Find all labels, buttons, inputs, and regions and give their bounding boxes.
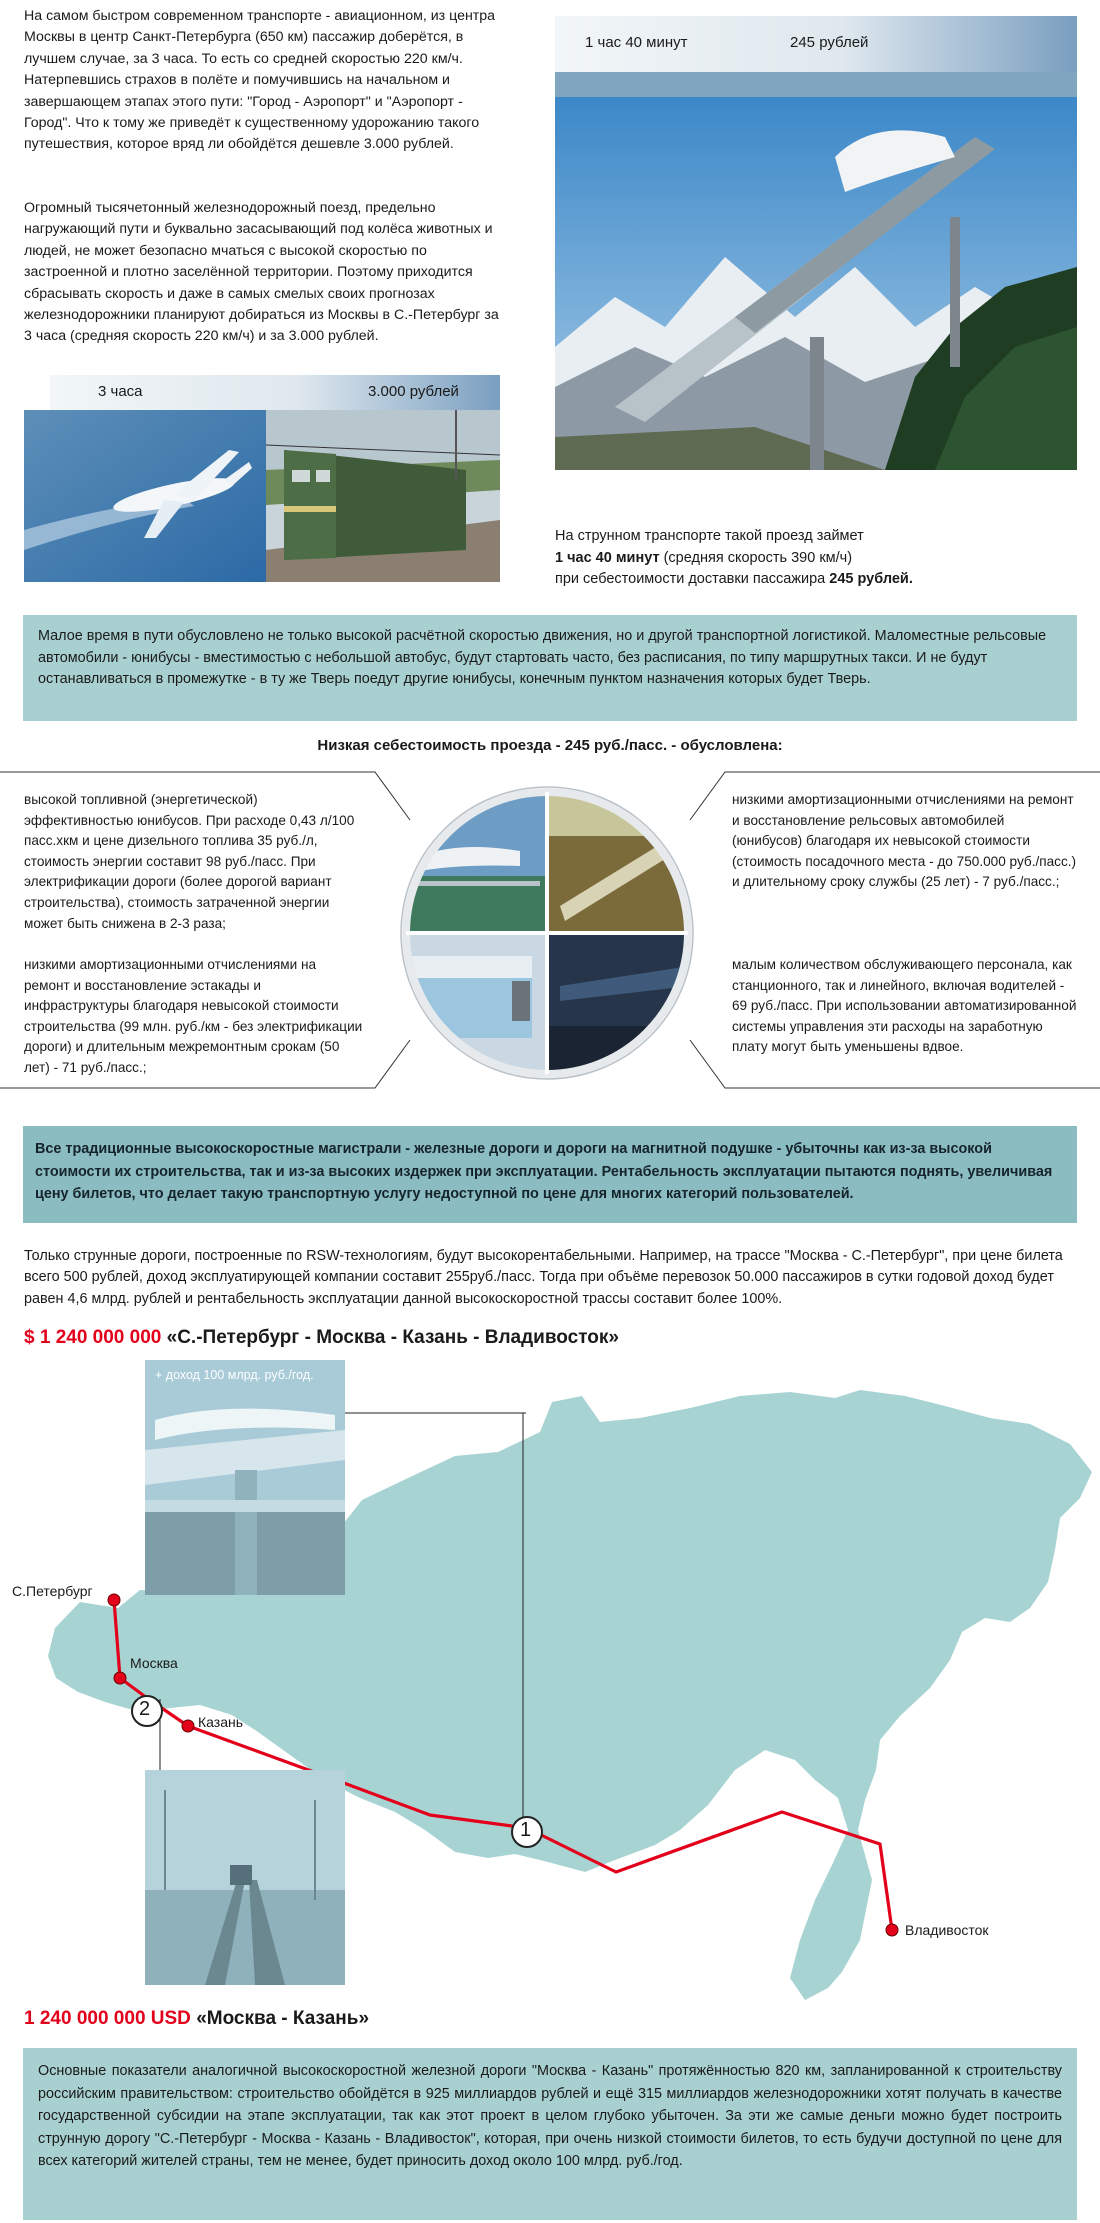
city-label-vladivostok: Владивосток [905,1922,989,1938]
rsw-paragraph: Только струнные дороги, построенные по RSW-технологиям, будут высокорентабельными. Например, на трассе "Москва - С.-Петербург", при цене билета всего 500 рублей, доход эксплуатирующей компании составит 255руб./пасс. Тогда при объёме перевозок 50.000 пассажиров в сутки годовой доход будет равен 4,6 млрд. рублей и рентабельность эксплуатации данной высокоскоростной трассы составит более 100%. [24,1248,1063,1307]
intro-paragraph-1: На самом быстром современном транспорте - авиационном, из центра Москвы в центр Санкт-Петербурга (650 км) пассажир доберётся, в лучшем случае, за 3 часа. То есть со средней скоростью 220 км/ч. Натерпевшись страхов в полёте и помучившись на начальном и завершающем этапах этого пути: "Город - Аэропорт" и "Аэропорт - Город". Что к тому же приведёт к существенному удорожанию такого путешествия, которое вряд ли обойдётся дешевле 3.000 рублей. [24,8,496,153]
route-marker-1-label: 1 [520,1819,532,1841]
route2-amount: 1 240 000 000 USD [24,2008,191,2029]
city-dot-spb [108,1594,120,1606]
cost-reason-staff: малым количеством обслуживающего персонала, как станционного, так и линейного, включая водителей - 69 руб./пасс. При использовании автоматизированной системы управления эти расходы на заработную плату могут быть уменьшены вдвое. [732,957,1077,1055]
city-label-spb: С.Петербург [12,1583,93,1599]
caption-line-2 [555,548,1075,570]
route1-amount: $ 1 240 000 000 [24,1327,162,1348]
city-dot-kazan [182,1720,194,1732]
city-dot-moscow [114,1672,126,1684]
old-transport-price: 3.000 рублей [368,383,459,400]
route2-heading [24,2008,369,2030]
caption-cost-bold: 245 рублей. [829,571,913,587]
string-transport-time: 1 час 40 минут [585,34,688,51]
route2-name: «Москва - Казань» [196,2008,370,2029]
city-label-kazan: Казань [198,1714,244,1730]
caption-line-1: На струнном транспорте такой проезд займет [555,528,864,544]
string-transport-price: 245 рублей [790,34,869,51]
city-dot-vladivostok [886,1924,898,1936]
logistics-text: Малое время в пути обусловлено не только высокой расчётной скоростью движения, но и другой транспортной логистикой. Маломестные рельсовые автомобили - юнибусы - вместимостью с небольшой автобус, будут стартовать часто, без расписания, по типу маршрутных такси. И не будут останавливаться в промежутке - в ту же Тверь поедут другие юнибусы, конечным пунктом назначения которых будет Тверь. [38,628,1047,687]
route1-heading [24,1327,619,1349]
cost-reason-infrastructure: низкими амортизационными отчислениями на ремонт и восстановление эстакады и инфраструктуры благодаря невысокой стоимости строительства (99 млн. руб./км - без электрификации дороги) и длительным межремонтным срокам (50 лет) - 71 руб./пасс.; [24,957,363,1075]
route1-name: «С.-Петербург - Москва - Казань - Владивосток» [166,1327,619,1348]
route-marker-2-label: 2 [139,1698,151,1720]
caption-cost-label: при себестоимости доставки пассажира [555,571,830,587]
string-transport-strip [555,16,1077,72]
caption-time-bold: 1 час 40 минут [555,549,660,566]
train-photo [266,410,500,582]
final-box [23,2048,1077,2220]
highspeed-text: Все традиционные высокоскоростные магистрали - железные дороги и дороги на магнитной подушке - убыточны как из-за высокой стоимости их строительства, так и из-за высоких издержек при эксплуатации. Рентабельность эксплуатации пытаются поднять, увеличивая цену билетов, что делает такую транспортную услугу недоступной по цене для многих категорий пользователей. [35,1141,1053,1202]
caption-line-3 [555,569,1075,591]
strip-band [555,72,1077,97]
old-transport-time: 3 часа [98,383,143,400]
string-transport-caption [555,526,1075,591]
final-text: Основные показатели аналогичной высокоскоростной железной дороги "Москва - Казань" протяжённостью 820 км, запланированной к строительству российским правительством: строительство обойдётся в 925 миллиардов рублей и ещё 315 миллиардов железнодорожники хотят получать в качестве государственной субсидии на этапе эксплуатации, так как этот проект в целом глубоко убыточен. За эти же самые деньги можно будет построить струнную дорогу "С.-Петербург - Москва - Казань - Владивосток", которая, при очень низкой стоимости билетов, то есть будучи доступной по цене для всех категорий жителей страны, тем не менее, будет приносить доход около 100 млрд. руб./год. [38,2063,1062,2169]
cost-photo-circle [400,786,694,1080]
city-label-moscow: Москва [130,1655,178,1671]
airplane-photo [24,410,266,582]
caption-speed: (средняя скорость 390 км/ч) [659,549,853,566]
map-inset-overpass-photo [145,1360,345,1595]
old-transport-strip [50,375,500,410]
intro-paragraph-2: Огромный тысячетонный железнодорожный поезд, предельно нагружающий пути и буквально засасывающий под колёса животных и людей, не может безопасно мчаться с высокой скоростью по застроенной и плотно заселённой территории. Поэтому приходится сбрасывать скорость и даже в самых смелых своих прогнозах железнодорожники планируют добираться из Москвы в С.-Петербург за 3 часа (средняя скорость 220 км/ч) и за 3.000 рублей. [24,200,499,345]
cost-heading: Низкая себестоимость проезда - 245 руб./пасс. - обусловлена: [317,737,783,754]
income-label: + доход 100 млрд. руб./год. [155,1368,314,1382]
map-inset-rail-photo [145,1770,345,1985]
logistics-box [23,615,1077,721]
highspeed-box [23,1126,1077,1223]
unibus-mountain-photo [555,97,1077,470]
cost-reason-energy: высокой топливной (энергетической) эффективностью юнибусов. При расходе 0,43 л/100 пасс.хкм и цене дизельного топлива 35 руб./л, стоимость энергии составит 98 руб./пасс. При электрификации дороги (более дорогой вариант строительства), стоимость затраченной энергии может быть снижена в 2-3 раза; [24,792,355,931]
cost-reason-vehicle-depreciation: низкими амортизационными отчислениями на ремонт и восстановление рельсовых автомобилей (юнибусов) благодаря их невысокой стоимости (стоимость посадочного места - до 750.000 руб./пасс.) и длительному сроку службы (25 лет) - 7 руб./пасс.; [732,792,1077,890]
